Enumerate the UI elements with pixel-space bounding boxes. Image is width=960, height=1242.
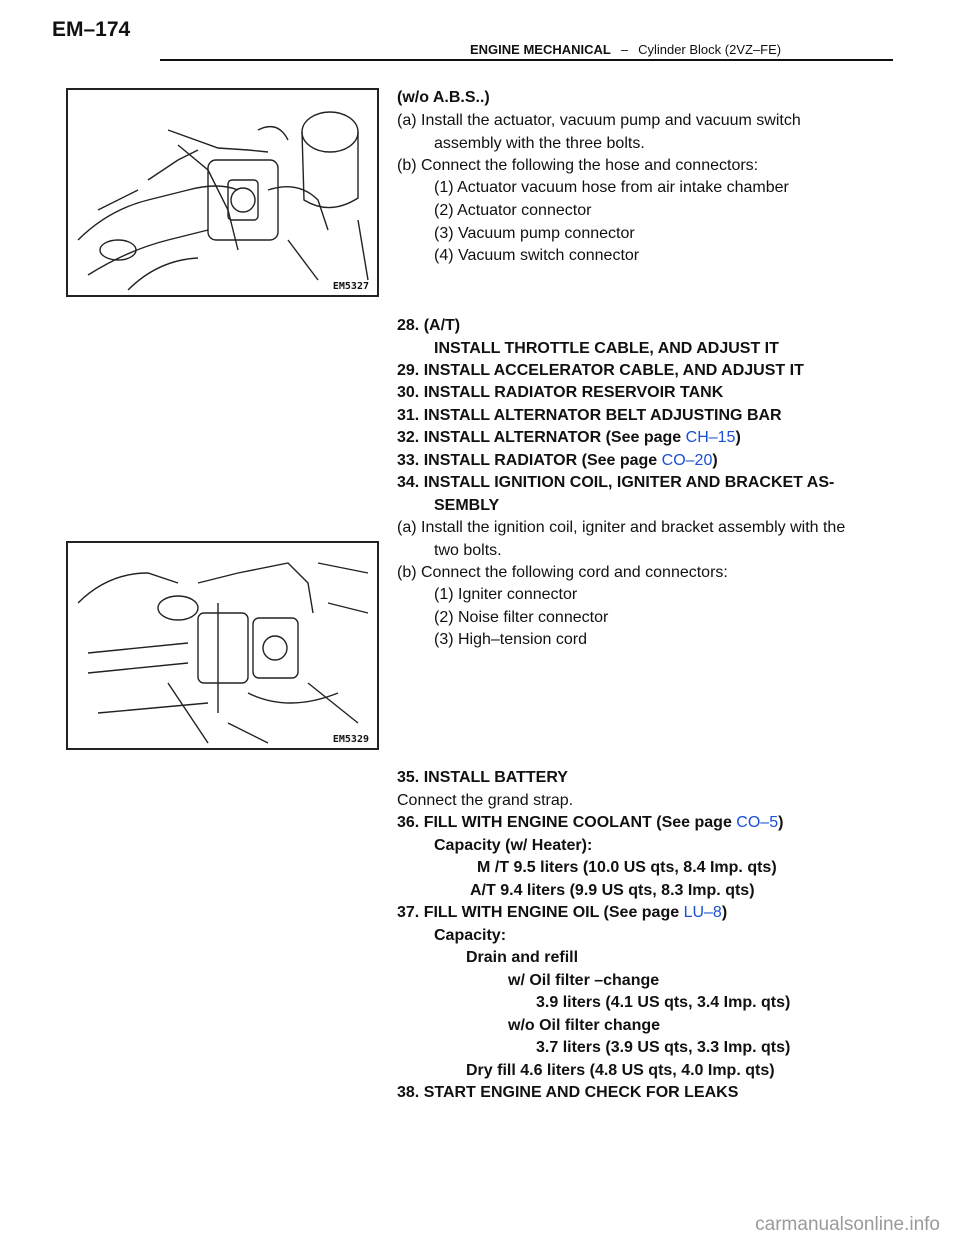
with-filter-label: w/ Oil filter –change — [508, 972, 660, 989]
with-filter-value: 3.9 liters (4.1 US qts, 3.4 Imp. qts) — [536, 994, 791, 1011]
step-35-note: Connect the grand strap. — [397, 792, 574, 809]
step-34: 34. INSTALL IGNITION COIL, IGNITER AND BRACKET AS- — [397, 474, 835, 491]
header-separator: – — [620, 42, 629, 57]
page-link-co20[interactable]: CO–20 — [661, 452, 713, 469]
step-38: 38. START ENGINE AND CHECK FOR LEAKS — [397, 1084, 739, 1101]
step-36 — [397, 813, 783, 833]
dry-fill: Dry fill 4.6 liters (4.8 US qts, 4.0 Imp. qts) — [466, 1062, 775, 1079]
header-section: ENGINE MECHANICAL — [470, 42, 611, 57]
header-rule — [160, 59, 893, 61]
list-item: (3) Vacuum pump connector — [434, 225, 635, 242]
step-34-b: (b) Connect the following cord and connectors: — [397, 564, 728, 581]
step-32-end: ) — [735, 429, 741, 446]
step-32 — [397, 428, 741, 448]
capacity-label: Capacity: — [434, 927, 507, 944]
figure-code: EM5327 — [332, 281, 369, 292]
step-33 — [397, 451, 718, 471]
figure-ignition-coil-igniter — [66, 541, 379, 750]
step-28: 28. (A/T) — [397, 317, 461, 334]
capacity-heater-label: Capacity (w/ Heater): — [434, 837, 593, 854]
figure-actuator-vacuum-pump — [66, 88, 379, 297]
step-31: 31. INSTALL ALTERNATOR BELT ADJUSTING BAR — [397, 407, 782, 424]
step-28-cont: INSTALL THROTTLE CABLE, AND ADJUST IT — [434, 340, 779, 357]
step-34-a-cont: two bolts. — [434, 542, 502, 559]
capacity-at: A/T 9.4 liters (9.9 US qts, 8.3 Imp. qts) — [470, 882, 755, 899]
abs-step-a-cont: assembly with the three bolts. — [434, 135, 645, 152]
capacity-mt: M /T 9.5 liters (10.0 US qts, 8.4 Imp. qts) — [477, 859, 777, 876]
step-34-cont: SEMBLY — [434, 497, 500, 514]
list-item: (3) High–tension cord — [434, 631, 587, 648]
step-29: 29. INSTALL ACCELERATOR CABLE, AND ADJUST IT — [397, 362, 804, 379]
drain-refill-label: Drain and refill — [466, 949, 579, 966]
step-30: 30. INSTALL RADIATOR RESERVOIR TANK — [397, 384, 724, 401]
abs-step-b: (b) Connect the following the hose and connectors: — [397, 157, 759, 174]
step-36-end: ) — [778, 814, 784, 831]
page-link-co5[interactable]: CO–5 — [736, 814, 779, 831]
step-37-end: ) — [721, 904, 728, 921]
step-33-end: ) — [712, 452, 718, 469]
page-link-lu8[interactable]: LU–8 — [683, 904, 722, 921]
without-filter-value: 3.7 liters (3.9 US qts, 3.3 Imp. qts) — [536, 1039, 791, 1056]
engine-illustration-1 — [68, 90, 377, 295]
step-34-a: (a) Install the ignition coil, igniter and bracket assembly with the — [397, 519, 846, 536]
step-32-text: 32. INSTALL ALTERNATOR (See page — [397, 429, 686, 446]
header-subsection: Cylinder Block (2VZ–FE) — [638, 42, 782, 57]
list-item: (1) Actuator vacuum hose from air intake chamber — [434, 179, 789, 196]
list-item: (1) Igniter connector — [434, 586, 578, 603]
step-37-text: 37. FILL WITH ENGINE OIL (See page — [397, 904, 684, 921]
list-item: (2) Actuator connector — [434, 202, 592, 219]
page-link-ch15[interactable]: CH–15 — [685, 429, 736, 446]
step-33-text: 33. INSTALL RADIATOR (See page — [397, 452, 662, 469]
figure-code: EM5329 — [332, 734, 369, 745]
step-36-text: 36. FILL WITH ENGINE COOLANT (See page — [397, 814, 737, 831]
engine-illustration-2 — [68, 543, 377, 748]
list-item: (2) Noise filter connector — [434, 609, 609, 626]
without-filter-label: w/o Oil filter change — [508, 1017, 661, 1034]
step-35: 35. INSTALL BATTERY — [397, 769, 568, 786]
step-37 — [397, 903, 727, 923]
watermark: carmanualsonline.info — [755, 1214, 940, 1235]
abs-heading: (w/o A.B.S..) — [397, 89, 490, 106]
page-number: EM–174 — [52, 18, 131, 41]
abs-step-a: (a) Install the actuator, vacuum pump and vacuum switch — [397, 112, 801, 129]
list-item: (4) Vacuum switch connector — [434, 247, 640, 264]
running-header — [470, 42, 781, 57]
